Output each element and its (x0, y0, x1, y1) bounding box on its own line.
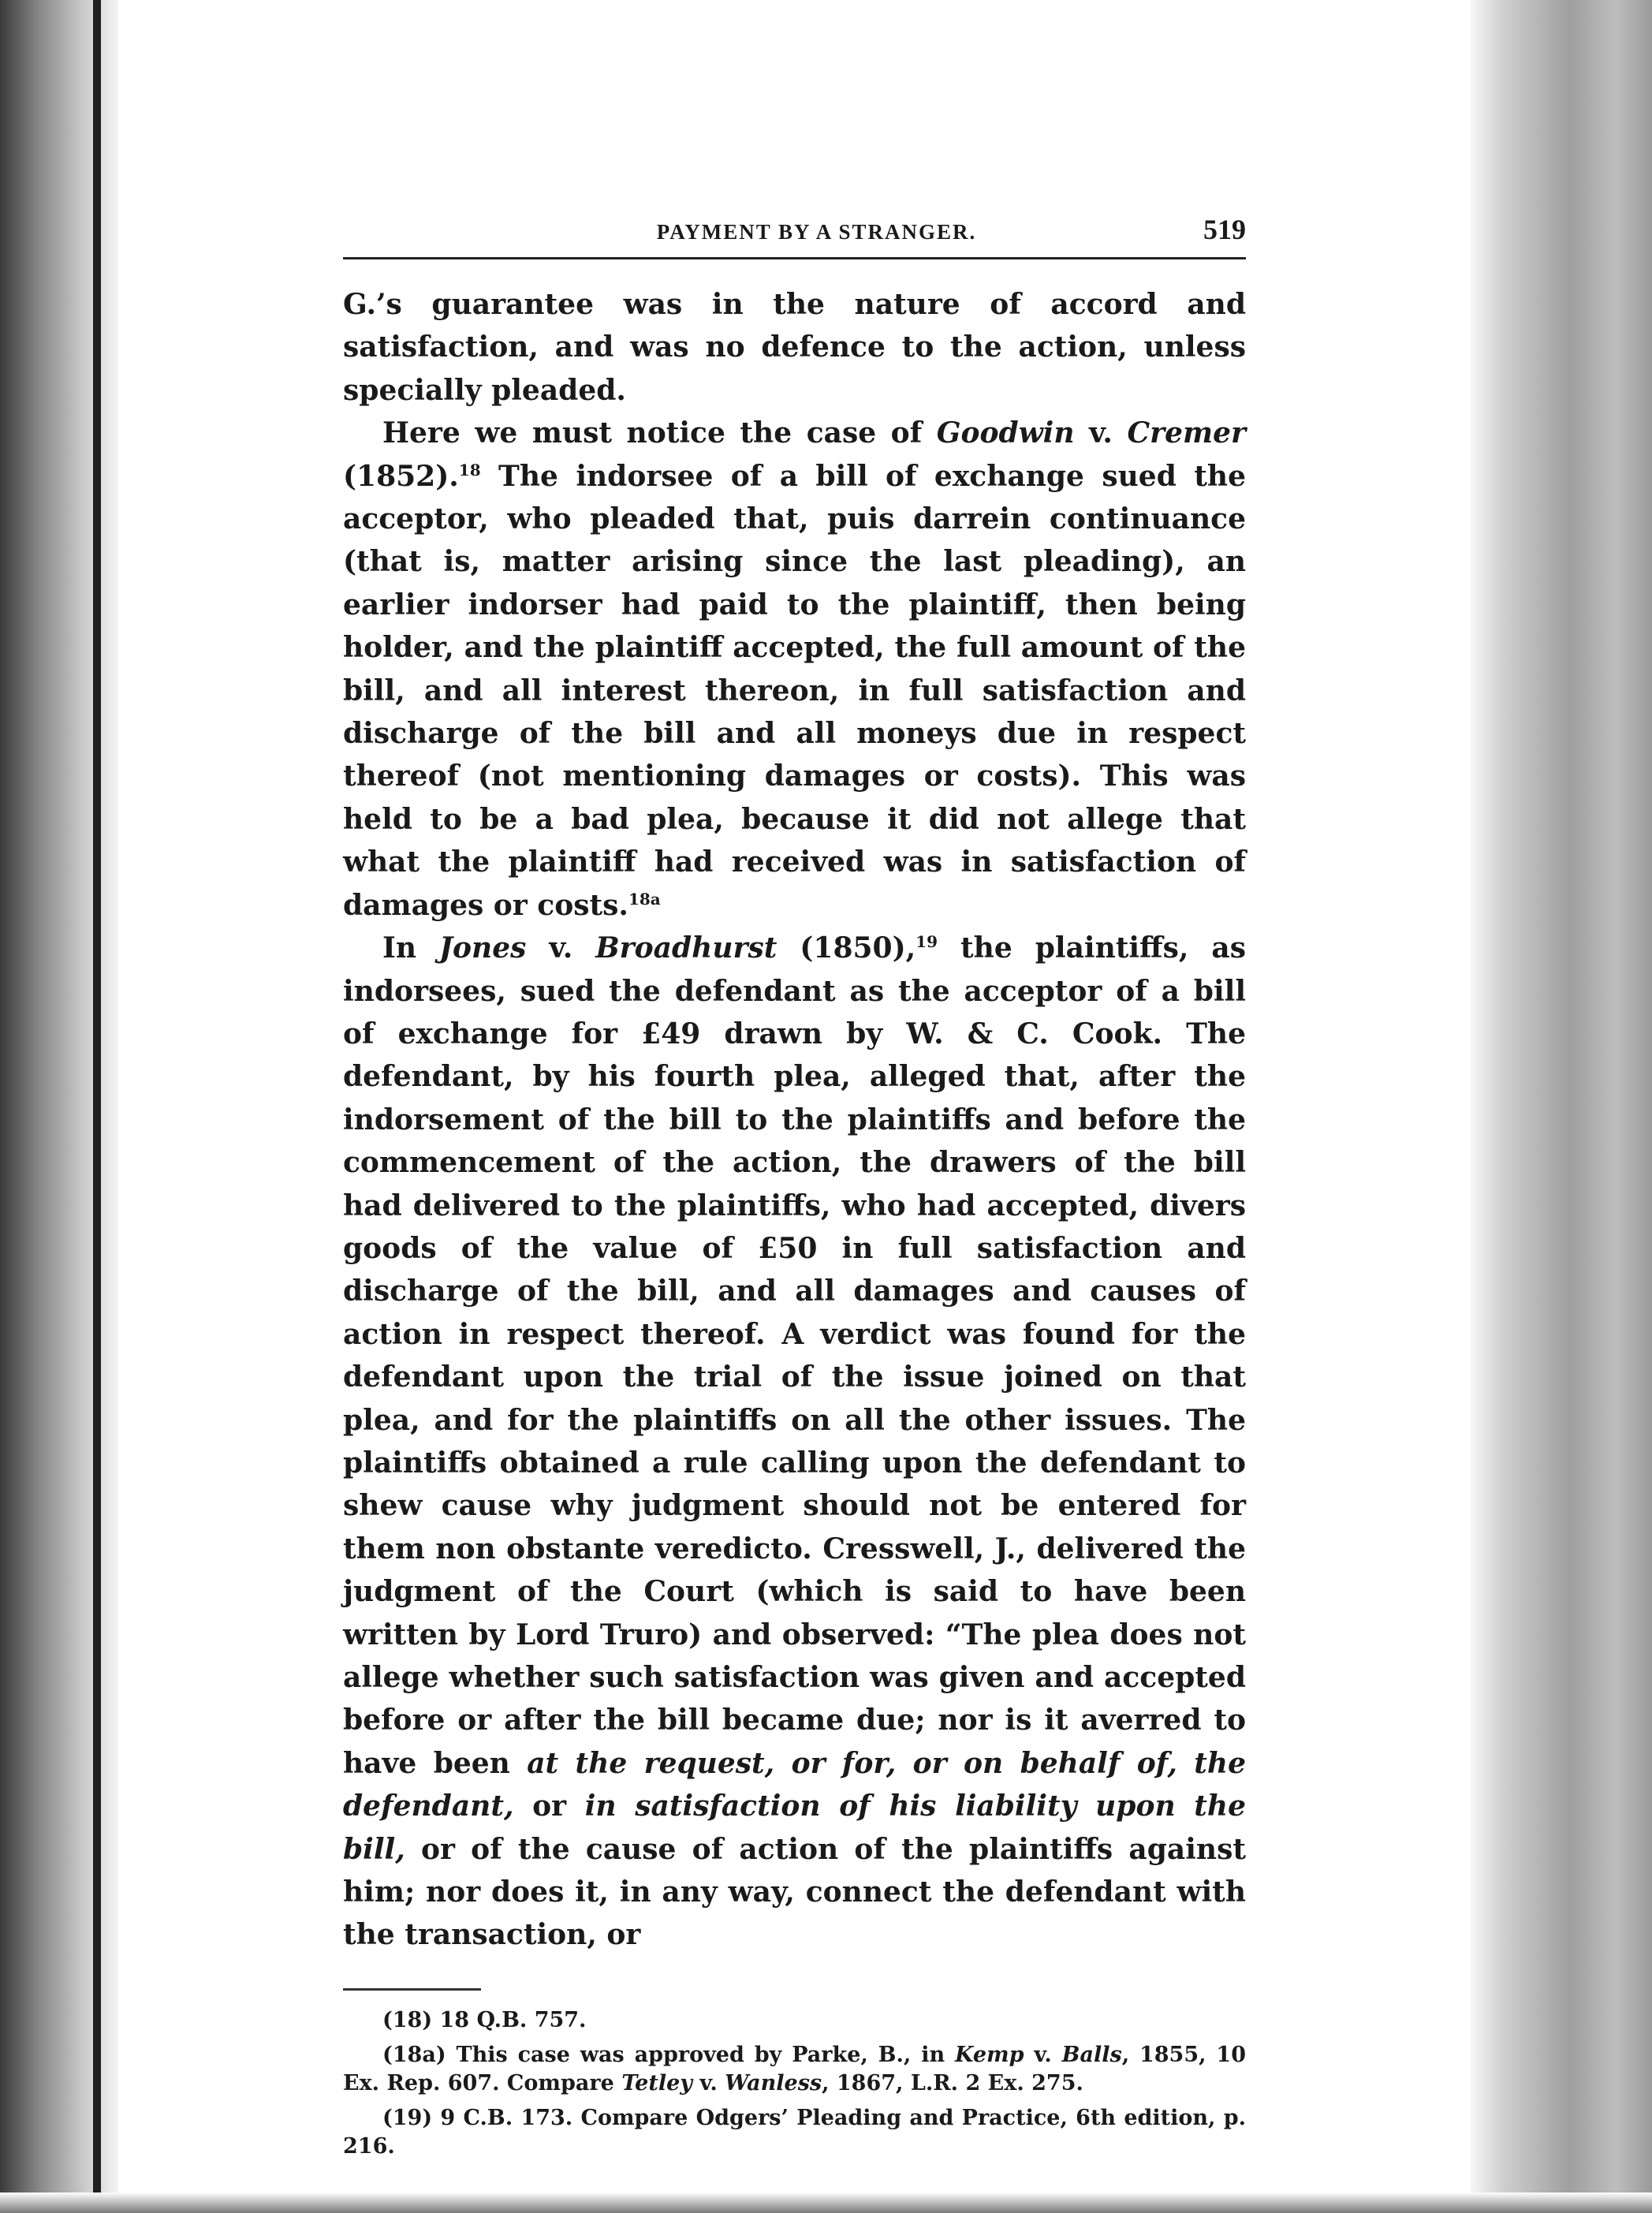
case-name: Cremer (1127, 416, 1246, 450)
paragraph-3 (343, 927, 1246, 1957)
text-run: The indorsee of a bill of exchange sued the acceptor, who pleaded that, puis darrein continuance (that is, matter arising since the last pleading), an earlier indorser had paid to the plaintiff, then being holder, and the plaintiff accepted, the full amount of the bill, and all interest thereon, in full satisfaction and discharge of the bill and all moneys due in respect thereof (not mentioning damages or costs). This was held to be a bad plea, because it did not allege that what the plaintiff had received was in satisfaction of damages or costs. (343, 459, 1246, 922)
text-run: v. (692, 2070, 725, 2095)
scan-edge-right (1471, 0, 1652, 2213)
paragraph-1: G.’s guarantee was in the nature of accord and satisfaction, and was no defence to the action, unless specially pleaded. (343, 288, 1246, 407)
text-run: the plaintiffs, as indorsees, sued the defendant as the acceptor of a bill of exchange for £49 drawn by W. & C. Cook. The defendant, by his fourth plea, alleged that, after the indorsement of the bill to the plaintiffs and before the commencement of the action, the drawers of the bill had delivered to the plaintiffs, who had accepted, divers goods of the value of £50 in full satisfaction and discharge of the bill, and all damages and causes of action in respect thereof. A verdict was found for the defendant upon the trial of the issue joined on that plea, and for the plaintiffs on all the other issues. The plaintiffs obtained a rule calling upon the defendant to shew cause why judgment should not be entered for them non obstante veredicto. Cresswell, J., delivered the judgment of the Court (which is said to have been written by Lord Truro) and observed: “The plea does not allege whether such satisfaction was given and accepted before or after the bill became due; nor is it averred to have been (343, 931, 1246, 1780)
footnote-ref: 19 (915, 932, 938, 952)
case-name: Tetley (621, 2070, 692, 2095)
footnote-18a (343, 2041, 1246, 2098)
paragraph-2 (343, 412, 1246, 927)
body-text (343, 283, 1246, 1957)
footnote-ref: 18 (458, 460, 481, 480)
page-number: 519 (1203, 214, 1246, 245)
footnote-18: (18) 18 Q.B. 757. (382, 2007, 587, 2032)
text-run: v. (526, 931, 596, 965)
emphasis: at the request, or for, or on behalf of, the defendant, (343, 1746, 1247, 1823)
text-run: (1852). (343, 459, 459, 493)
footnotes (343, 2006, 1246, 2161)
footnote-rule (343, 1988, 481, 1991)
text-run: In (382, 931, 440, 965)
case-name: Kemp (954, 2042, 1024, 2067)
text-run: , 1855, 10 Ex. Rep. 607. Compare (343, 2042, 1246, 2095)
text-run: v. (1024, 2042, 1062, 2067)
case-name: Balls (1061, 2042, 1122, 2067)
text-run: or of the cause of action of the plaintiffs against him; nor does it, in any way, connect the defendant with the transaction, or (343, 1832, 1246, 1952)
text-run: Here we must notice the case of (382, 416, 937, 450)
text-run: or (513, 1789, 585, 1823)
book-page (343, 213, 1246, 2167)
text-run: (1850), (777, 931, 916, 965)
case-name: Goodwin (936, 416, 1075, 450)
text-run: v. (1074, 416, 1128, 450)
case-name: Broadhurst (595, 931, 778, 965)
case-name: Wanless (725, 2070, 822, 2095)
scan-edge-left (0, 0, 118, 2213)
emphasis: in satisfaction of his liability upon the bill, (343, 1789, 1246, 1866)
running-title: PAYMENT BY A STRANGER. (656, 220, 977, 244)
scan-edge-bottom (0, 2192, 1652, 2213)
footnote-19: (19) 9 C.B. 173. Compare Odgers’ Pleading and Practice, 6th edition, p. 216. (343, 2105, 1246, 2159)
running-header (343, 213, 1246, 259)
text-run: , 1867, L.R. 2 Ex. 275. (822, 2070, 1083, 2095)
case-name: Jones (439, 931, 527, 965)
footnote-ref: 18a (628, 889, 661, 909)
text-run: (18a) This case was approved by Parke, B., in (382, 2042, 955, 2067)
